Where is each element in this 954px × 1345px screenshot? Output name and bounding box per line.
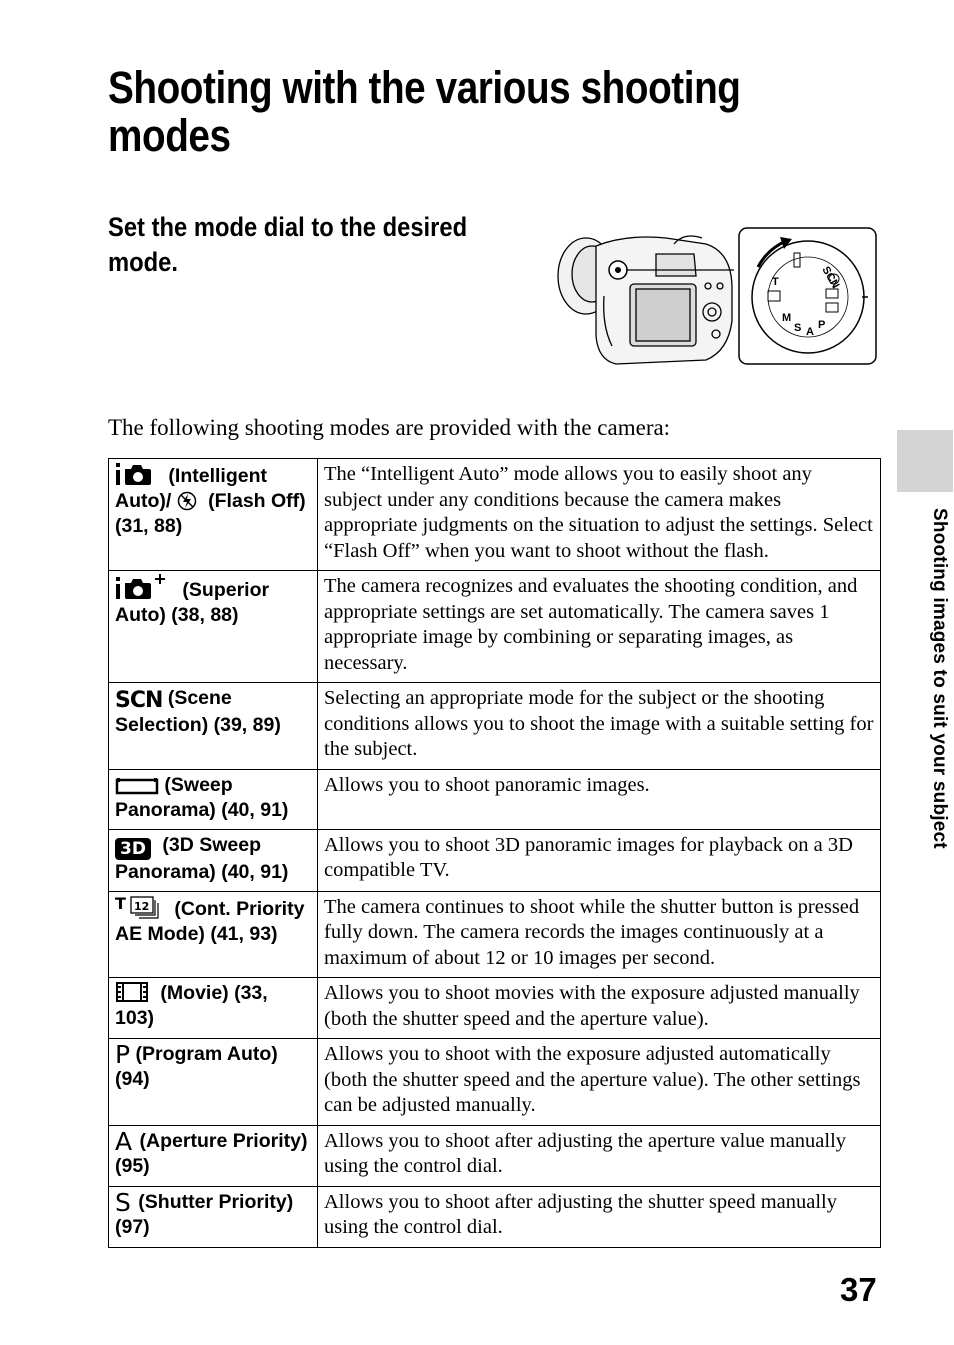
section-tab: [897, 430, 953, 492]
scene-selection-icon: SCN: [115, 688, 163, 713]
aperture-priority-icon: A: [115, 1126, 133, 1156]
mode-description: Allows you to shoot movies with the exposure adjusted manually (both the shutter speed and the aperture value).: [318, 978, 881, 1039]
table-row: [109, 459, 881, 571]
mode-name-cell: A (Aperture Priority) (95): [109, 1125, 318, 1186]
flash-off-icon: [177, 491, 197, 511]
table-row: [109, 571, 881, 683]
dial-label-m: M: [782, 312, 792, 324]
dial-label-a: A: [806, 326, 814, 338]
table-row: [109, 769, 881, 829]
table-row: [109, 978, 881, 1039]
mode-description: Selecting an appropriate mode for the subject or the shooting conditions allows you to shoot the image with a suitable setting for the subject.: [318, 683, 881, 770]
shutter-priority-icon: S: [115, 1187, 131, 1217]
mode-description: Allows you to shoot after adjusting the shutter speed manually using the control dial.: [318, 1186, 881, 1247]
table-row: [109, 891, 881, 978]
mode-name-cell: (Sweep Panorama) (40, 91): [109, 769, 318, 829]
cont-priority-ae-icon: [115, 895, 163, 919]
mode-description: Allows you to shoot 3D panoramic images for playback on a 3D compatible TV.: [318, 829, 881, 891]
program-auto-icon: P: [115, 1040, 131, 1069]
shooting-modes-table: [108, 458, 881, 1248]
mode-name-cell: P (Program Auto) (94): [109, 1039, 318, 1126]
mode-description: The “Intelligent Auto” mode allows you to easily shoot any subject under any conditions because the camera makes appropriate judgments on the situation to adjust the settings. Select “Flash Off” when you want to shoot without the flash.: [318, 459, 881, 571]
mode-description: Allows you to shoot with the exposure adjusted automatically (both the shutter speed and the aperture value). The other settings can be adjusted manually.: [318, 1039, 881, 1126]
table-row: [109, 1186, 881, 1247]
table-row: [109, 683, 881, 770]
mode-description: The camera recognizes and evaluates the shooting condition, and appropriate settings are set automatically. The camera saves 1 appropriate image by combining or separating images, as necessary.: [318, 571, 881, 683]
mode-name-cell: T 12 (Cont. Priority AE Mode) (41, 93): [109, 891, 318, 978]
dial-label-s: S: [794, 322, 802, 334]
mode-name-cell: (Intelligent Auto)/ (Flash Off) (31, 88): [109, 459, 318, 571]
mode-description: The camera continues to shoot while the shutter button is pressed fully down. The camera records the images continuously at a maximum of about 12 or 10 images per second.: [318, 891, 881, 978]
svg-text:T: T: [115, 894, 126, 913]
sweep-panorama-icon: [115, 777, 159, 795]
mode-description: Allows you to shoot after adjusting the aperture value manually using the control dial.: [318, 1125, 881, 1186]
mode-name-cell: 3D (3D Sweep Panorama) (40, 91): [109, 829, 318, 891]
3d-sweep-panorama-icon: 3D: [115, 838, 151, 860]
table-row: [109, 829, 881, 891]
mode-name-cell: (Superior Auto) (38, 88): [109, 571, 318, 683]
camera-illustration: [556, 226, 734, 366]
movie-icon: [115, 981, 149, 1003]
step-heading: Set the mode dial to the desired mode.: [108, 212, 468, 277]
mode-name-cell: (Movie) (33, 103): [109, 978, 318, 1039]
table-row: [109, 1125, 881, 1186]
section-label: Shooting images to suit your subject: [929, 508, 950, 849]
mode-name-cell: S (Shutter Priority) (97): [109, 1186, 318, 1247]
superior-auto-icon: [115, 574, 171, 600]
mode-dial-illustration: [738, 227, 877, 365]
intro-text: The following shooting modes are provided with the camera:: [108, 415, 671, 440]
mode-description: Allows you to shoot panoramic images.: [318, 769, 881, 829]
table-row: [109, 1039, 881, 1126]
dial-label-p: P: [818, 319, 826, 331]
page-number: 37: [840, 1271, 877, 1308]
page-title: Shooting with the various shooting modes: [108, 62, 741, 161]
intelligent-auto-icon: [115, 462, 157, 486]
dial-label-scn: SCN: [819, 264, 842, 291]
dial-label-t: T: [772, 276, 779, 288]
mode-name-cell: SCN (Scene Selection) (39, 89): [109, 683, 318, 770]
svg-text:12: 12: [134, 899, 150, 913]
